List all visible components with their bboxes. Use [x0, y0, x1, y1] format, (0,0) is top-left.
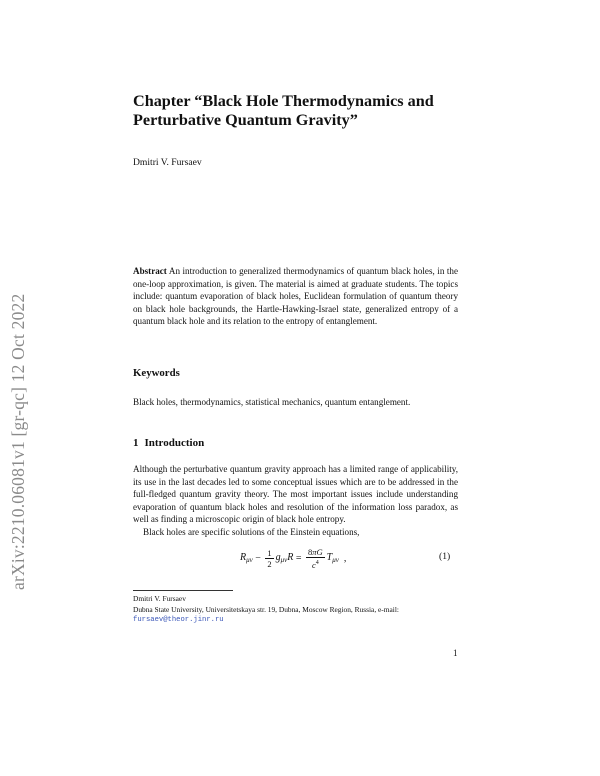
equation-fraction-half: $\frac{1}{2}$ [267, 547, 272, 569]
abstract [133, 265, 458, 328]
intro-paragraph: Although the perturbative quantum gravity approach has a limited range of applicability, its use in the last decades led to some conceptual issues which are to be addressed in the full-fledged quantum gravity theory. The most important issues include understanding evaporation of quantum black holes and resolution of the information loss paradox, as well as finding a microscopic origin of black hole entropy. [133, 464, 458, 525]
chapter-title: Chapter “Black Hole Thermodynamics and Perturbative Quantum Gravity” [133, 92, 434, 129]
footnote-affiliation: Dubna State University, Universitetskaya str. 19, Dubna, Moscow Region, Russia, e-mail: [133, 604, 399, 614]
footnote-divider [133, 590, 233, 591]
einstein-equation: $R_{\mu\nu}$ − $\frac{1}{2}$ $g_{\mu\nu}R$ = $\frac{8\pi G}{c^4}$ $T_{\mu\nu}$ , [240, 546, 347, 570]
page-number: 1 [453, 648, 458, 658]
abstract-label: Abstract [133, 266, 167, 276]
keywords-text: Black holes, thermodynamics, statistical mechanics, quantum entanglement. [133, 397, 411, 407]
keywords-heading: Keywords [133, 367, 180, 379]
footnote-name: Dmitri V. Fursaev [133, 594, 186, 603]
abstract-text: An introduction to generalized thermodynamics of quantum black holes, in the one-loop approximation, is given. The material is aimed at graduate students. The topics include: quantum evaporation of black holes, Euclidean formulation of quantum theory on black hole backgrounds, the Hartle-Hawking-Israel state, generalized entropy of a quantum black hole and its relation to the entropy of entanglement. [133, 266, 458, 327]
intro-paragraph-2: Black holes are specific solutions of the Einstein equations, [143, 527, 360, 537]
section-title: Introduction [144, 437, 205, 449]
author-name: Dmitri V. Fursaev [133, 157, 202, 168]
section-heading [133, 437, 204, 449]
footnote-email-link[interactable]: fursaev@theor.jinr.ru [133, 616, 224, 624]
section-number: 1 [133, 437, 139, 449]
equation-number: (1) [439, 551, 451, 562]
arxiv-stamp: arXiv:2210.06081v1 [gr-qc] 12 Oct 2022 [8, 293, 28, 590]
footnote [133, 594, 458, 626]
equation-fraction-coupling: $\frac{8\pi G}{c^4}$ [308, 546, 323, 570]
